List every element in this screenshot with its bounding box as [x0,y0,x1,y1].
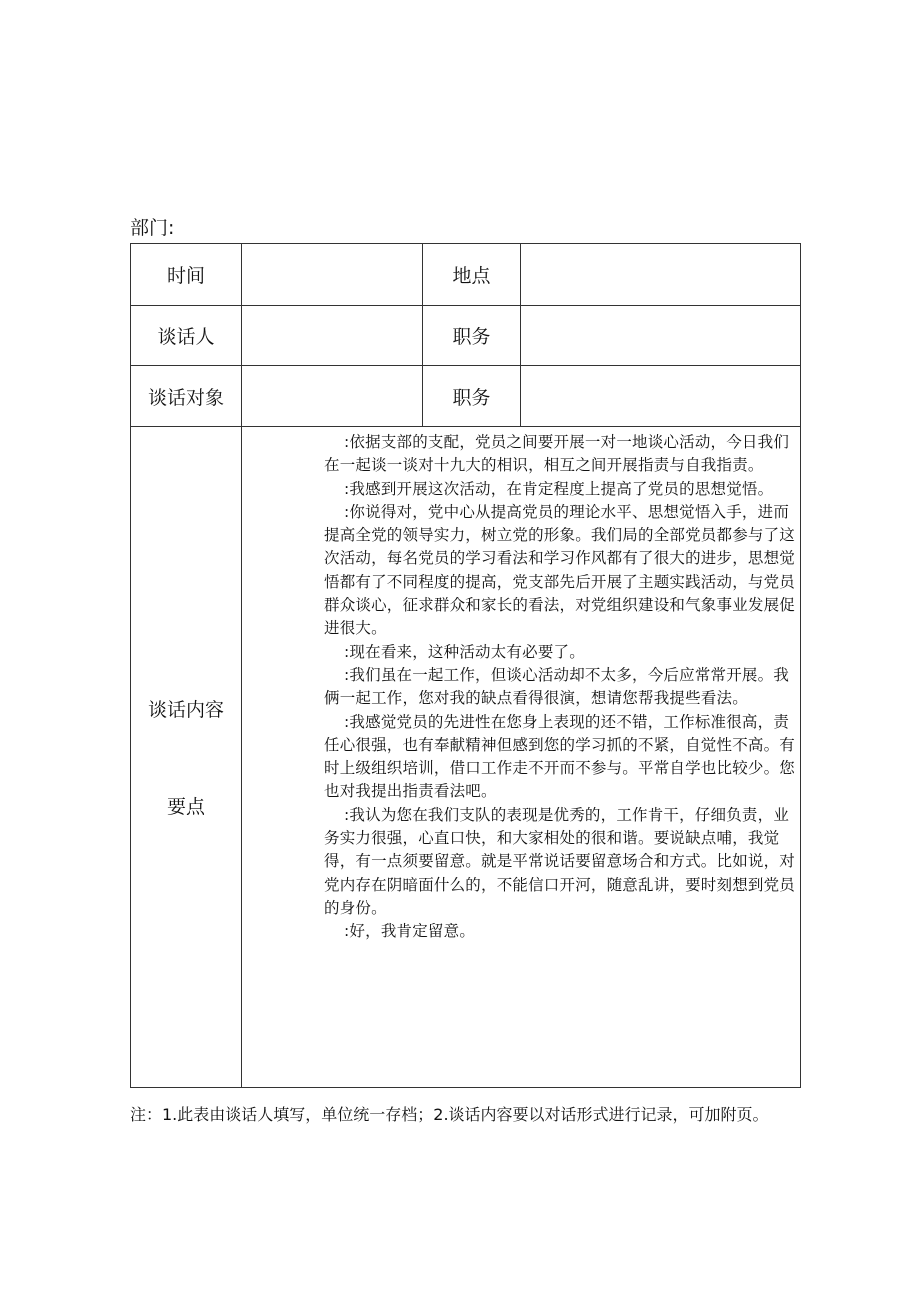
speaker-position-label: 职务 [423,306,521,366]
interviewee-position-field[interactable] [521,366,801,427]
content-label-line2: 要点 [166,796,205,818]
speaker-field[interactable] [242,306,423,366]
content-key-points-label [131,427,242,1088]
dialogue-paragraph: :依据支部的支配，党员之间要开展一对一地谈心活动，今日我们在一起谈一谈对十九大的相识，相互之间开展指责与自我指责。 [324,433,790,475]
footnote: 注：1.此表由谈话人填写，单位统一存档；2.谈话内容要以对话形式进行记录，可加附页。 [130,1105,769,1124]
table-row-content [131,427,801,1088]
dialogue-paragraph: :现在看来，这种活动太有必要了。 [344,642,585,661]
dialogue-paragraph: :好，我肯定留意。 [344,922,476,941]
time-label: 时间 [131,244,242,306]
interviewee-position-label: 职务 [423,366,521,427]
content-field[interactable] [242,427,801,1088]
dialogue-paragraph: :你说得对，党中心从提高党员的理论水平、思想觉悟入手，进而提高全党的领导实力，树立党的形象。我们局的全部党员都参与了这次活动，每名党员的学习看法和学习作风都有了很大的进步，思想觉悟都有了不同程度的提高，党支部先后开展了主题实践活动，与党员群众谈心，征求群众和家长的看法，对党组织建设和气象事业发展促进很大。 [324,502,796,638]
dialogue-paragraph: :我认为您在我们支队的表现是优秀的，工作肯干，仔细负责，业务实力很强，心直口快，和大家相处的很和谐。要说缺点哺，我觉得，有一点须要留意。就是平常说话要留意场合和方式。比如说，对党内存在阴暗面什么的，不能信口开河，随意乱讲，要时刻想到党员的身份。 [324,805,796,917]
content-label-line1: 谈话内容 [147,699,224,721]
talk-record-table [130,243,801,1088]
dialogue-paragraph: :我感觉党员的先进性在您身上表现的还不错，工作标准很高，责任心很强，也有奉献精神但感到您的学习抓的不紧，自觉性不高。有时上级组织培训，借口工作走不开而不参与。平常自学也比较少。您也对我提出指责看法吧。 [324,712,796,801]
location-field[interactable] [521,244,801,306]
speaker-position-field[interactable] [521,306,801,366]
table-row-time [131,244,801,306]
location-label: 地点 [423,244,521,306]
dialogue-paragraph: :我感到开展这次活动，在肯定程度上提高了党员的思想觉悟。 [344,479,774,498]
table-row-interviewee [131,366,801,427]
table-row-speaker [131,306,801,366]
dialogue-text [242,427,800,944]
speaker-label: 谈话人 [131,306,242,366]
interviewee-label: 谈话对象 [131,366,242,427]
interviewee-field[interactable] [242,366,423,427]
department-label: 部门: [130,217,175,239]
time-field[interactable] [242,244,423,306]
dialogue-paragraph: :我们虽在一起工作，但谈心活动却不太多，今后应常常开展。我俩一起工作，您对我的缺点看得很演，想请您帮我提些看法。 [324,665,790,708]
